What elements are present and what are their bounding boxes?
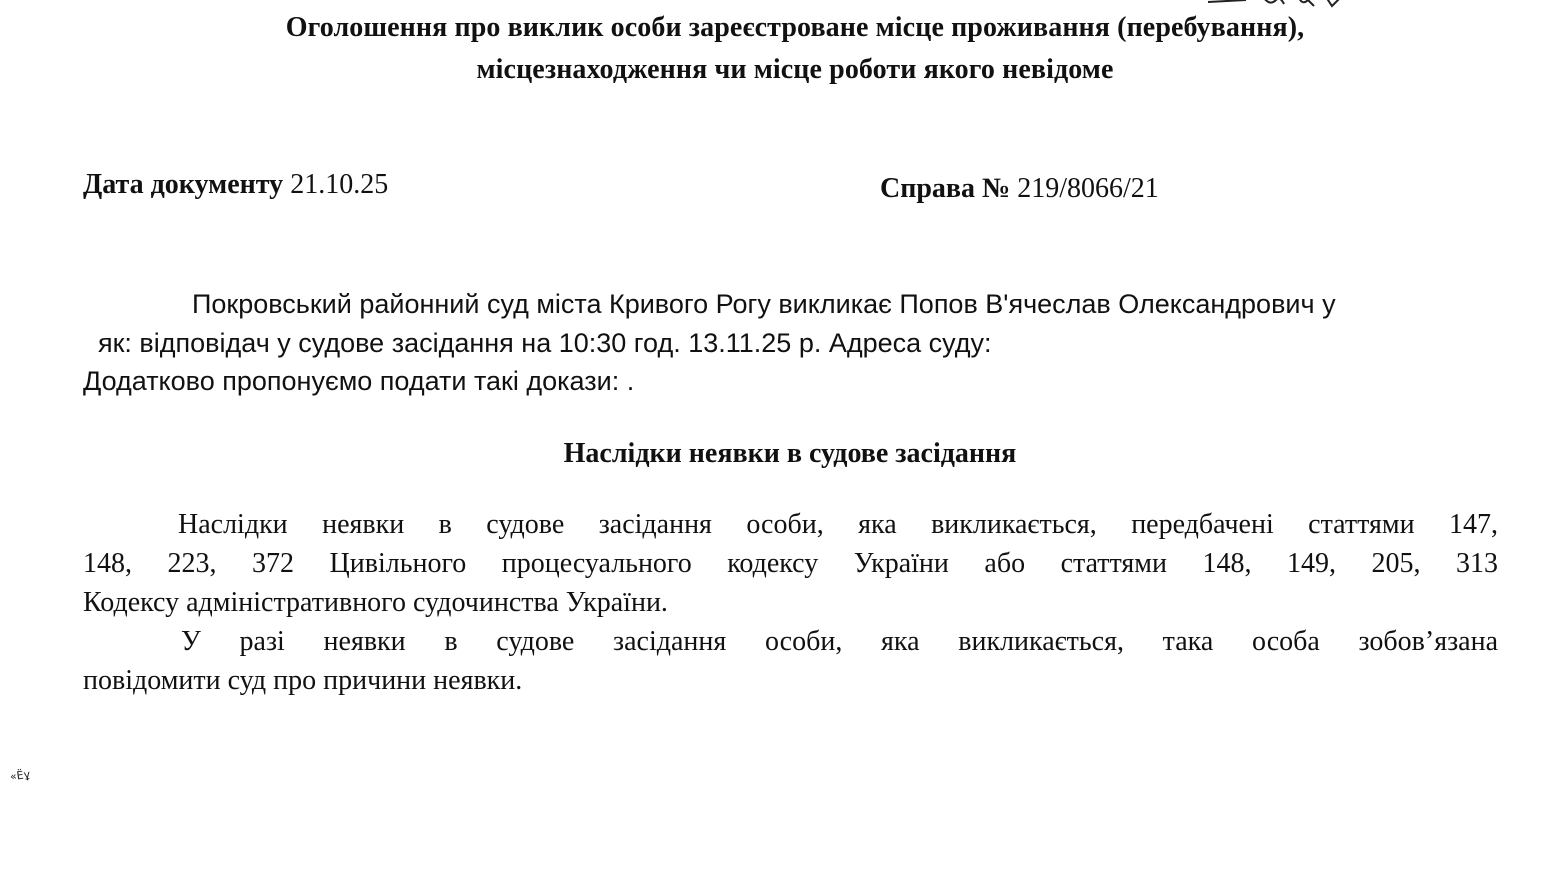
case-label: Справа № bbox=[880, 173, 1011, 204]
summons-line-1: Покровський районний суд міста Кривого Рогу викликає Попов В'ячеслав Олександрович у bbox=[192, 289, 1336, 319]
paragraph-1-line-3: Кодексу адміністративного судочинства України. bbox=[83, 587, 668, 618]
document-date bbox=[83, 165, 388, 205]
paragraph-1-line-2: 148, 223, 372 Цивільного процесуального кодексу України або статтями 148, 149, 205, 313 bbox=[83, 548, 1498, 579]
case-number bbox=[880, 169, 1159, 209]
margin-mark: «Ёұ bbox=[9, 767, 31, 784]
document-title-line-1: Оголошення про виклик особи зареєстроване місце проживання (перебування), bbox=[285, 12, 1305, 43]
case-value: 219/8066/21 bbox=[1017, 173, 1159, 204]
consequences-heading: Наслідки неявки в судове засідання bbox=[563, 438, 1017, 469]
paragraph-2-line-2: повідомити суд про причини неявки. bbox=[83, 665, 523, 696]
date-label: Дата документу bbox=[83, 169, 284, 200]
paragraph-2-line-1: У разі неявки в судове засідання особи, яка викликається, така особа зобов’язана bbox=[181, 626, 1498, 657]
summons-line-2: як: відповідач у судове засідання на 10:30 год. 13.11.25 р. Адреса суду: bbox=[98, 328, 992, 358]
paragraph-1-line-1: Наслідки неявки в судове засідання особи, яка викликається, передбачені статтями 147, bbox=[178, 509, 1498, 540]
document-title-line-2: місцезнаходження чи місце роботи якого невідоме bbox=[476, 54, 1114, 85]
summons-line-3: Додатково пропонуємо подати такі докази: . bbox=[83, 366, 635, 396]
date-value: 21.10.25 bbox=[290, 169, 389, 200]
